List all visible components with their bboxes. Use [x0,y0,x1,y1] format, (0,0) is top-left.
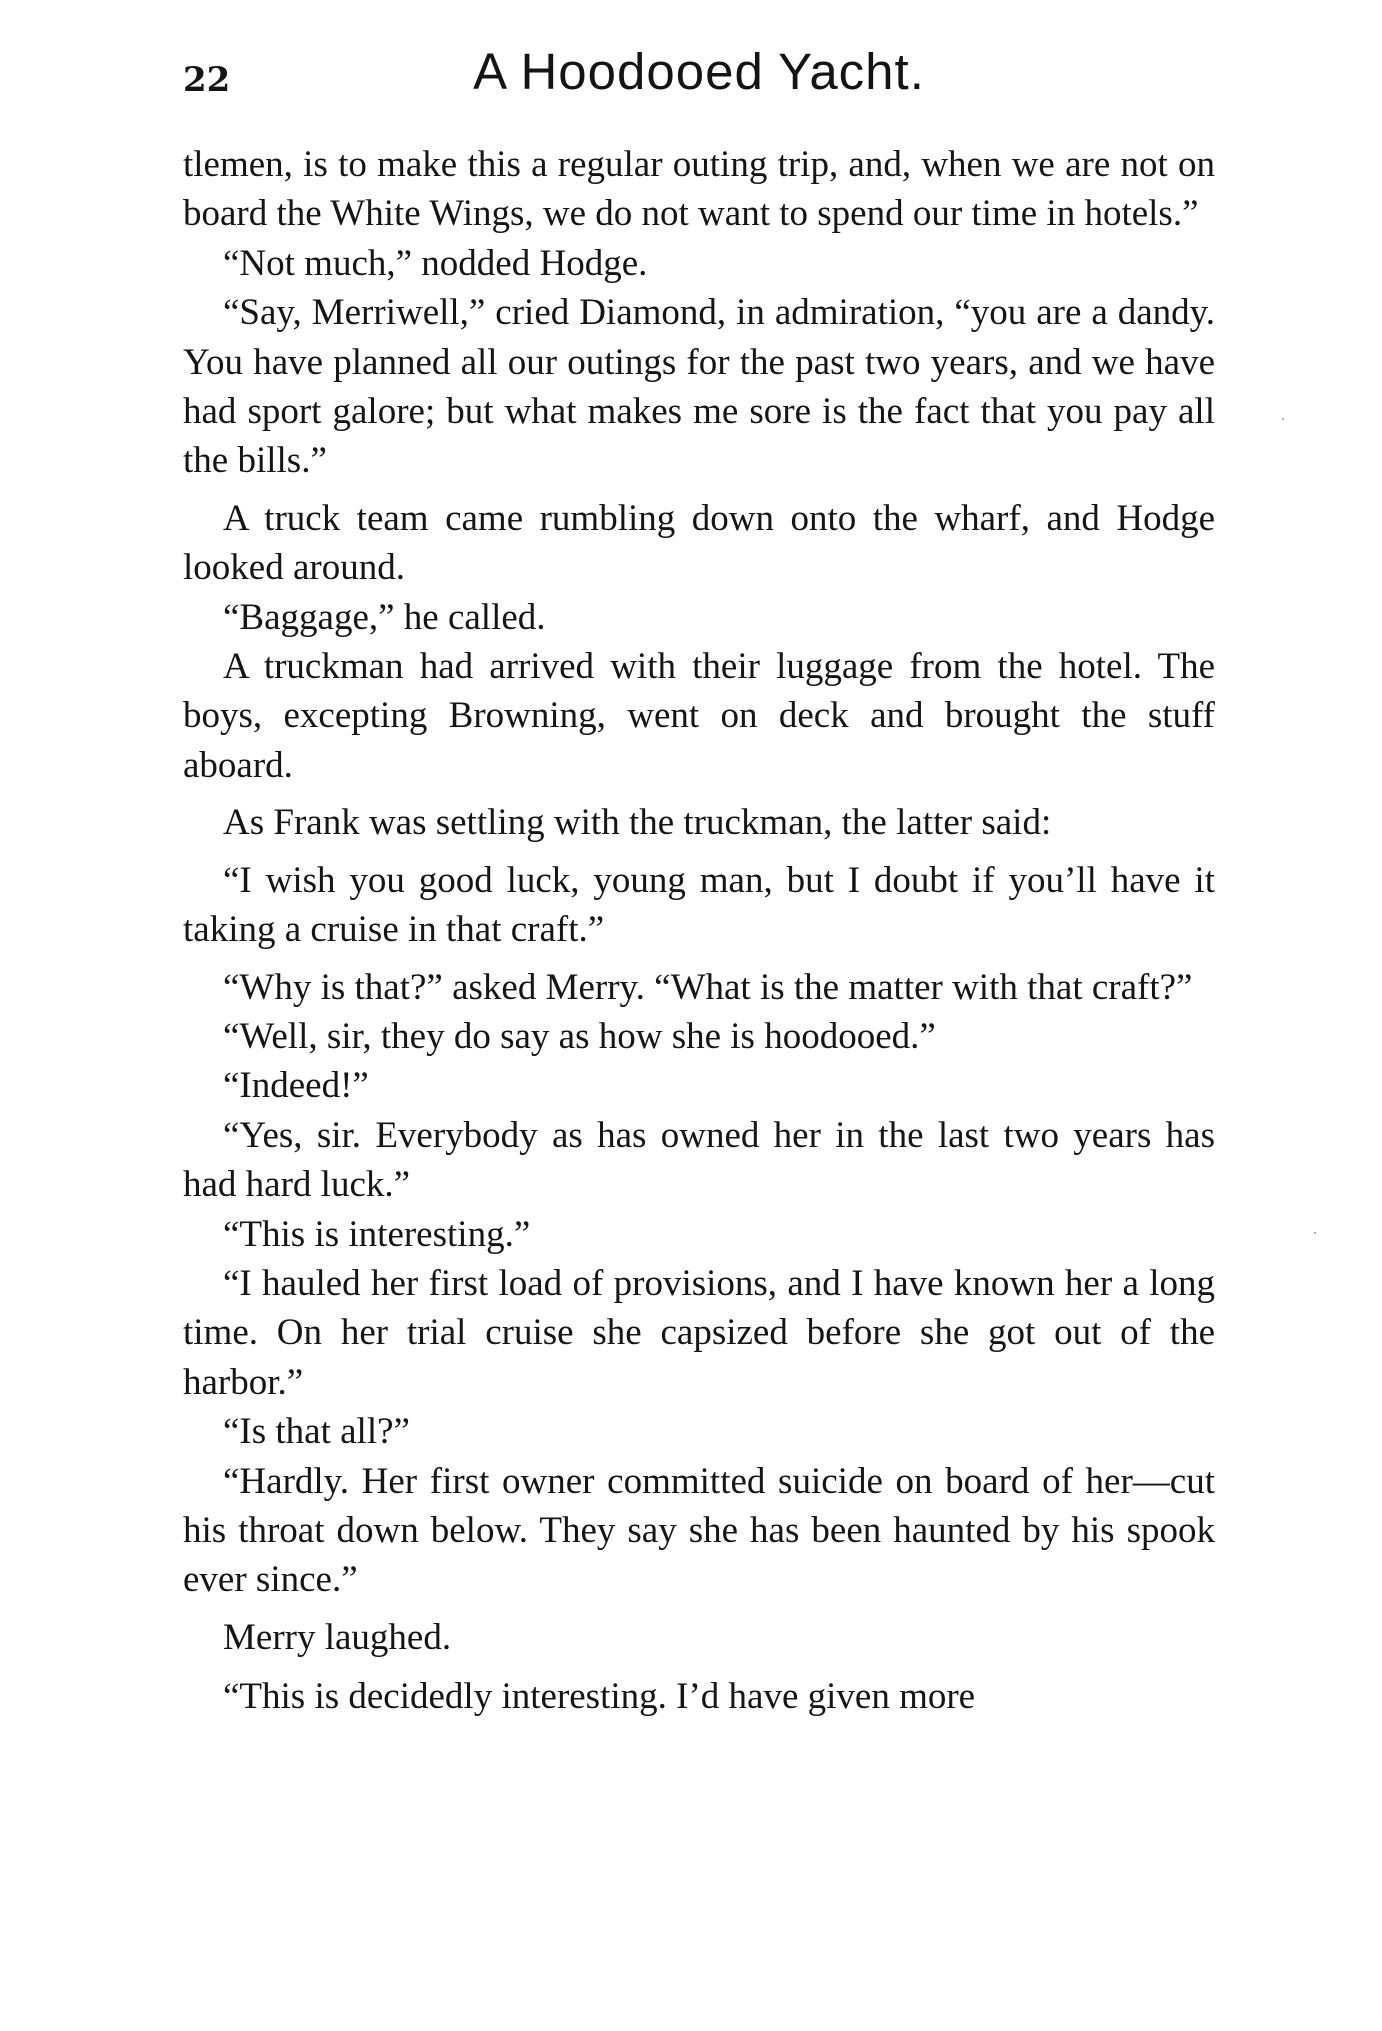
paragraph: “This is decidedly interesting. I’d have given more [223,1676,976,1718]
paragraph: Merry laughed. [223,1616,452,1658]
paragraph: “Hardly. Her first owner committed suicide on board of her—cut his throat down below. They say she has been haunted by his spook ever since.” [183,1460,1215,1601]
paragraph: tlemen, is to make this a regular outing trip, and, when we are not on board the White Wings, we do not want to spend our time in hotels.” [183,144,1215,235]
page-number: 22 [183,60,231,100]
body-text [183,140,1215,1722]
paper-speck [1314,1232,1316,1234]
paragraph: “Well, sir, they do say as how she is hoodooed.” [223,1015,936,1057]
paragraph: “Indeed!” [223,1065,369,1107]
paragraph: “Not much,” nodded Hodge. [223,242,648,284]
paragraph: “Yes, sir. Everybody as has owned her in the last two years has had hard luck.” [183,1114,1215,1206]
paragraph: “Why is that?” asked Merry. “What is the matter with that craft?” [223,966,1193,1008]
paragraph: “Is that all?” [223,1411,410,1453]
paragraph: “This is interesting.” [223,1213,531,1255]
page-header [183,42,1215,122]
paragraph: A truck team came rumbling down onto the wharf, and Hodge looked around. [183,497,1215,589]
paragraph: “I hauled her first load of provisions, and I have known her a long time. On her trial cruise she capsized before she got out of the harbor.” [183,1262,1215,1403]
paper-speck [1282,418,1284,420]
paragraph: “I wish you good luck, young man, but I doubt if you’ll have it taking a cruise in that craft.” [183,859,1215,951]
paragraph: A truckman had arrived with their luggage from the hotel. The boys, excepting Browning, went on deck and brought the stuff aboard. [183,646,1215,786]
paragraph: “Say, Merriwell,” cried Diamond, in admiration, “you are a dandy. You have planned all our outings for the past two years, and we have had sport galore; but what makes me sore is the fact that you pay all the bills.” [183,292,1215,482]
paragraph: “Baggage,” he called. [223,596,546,638]
paragraph: As Frank was settling with the truckman, the latter said: [223,802,1052,844]
running-title: A Hoodooed Yacht. [473,43,925,100]
